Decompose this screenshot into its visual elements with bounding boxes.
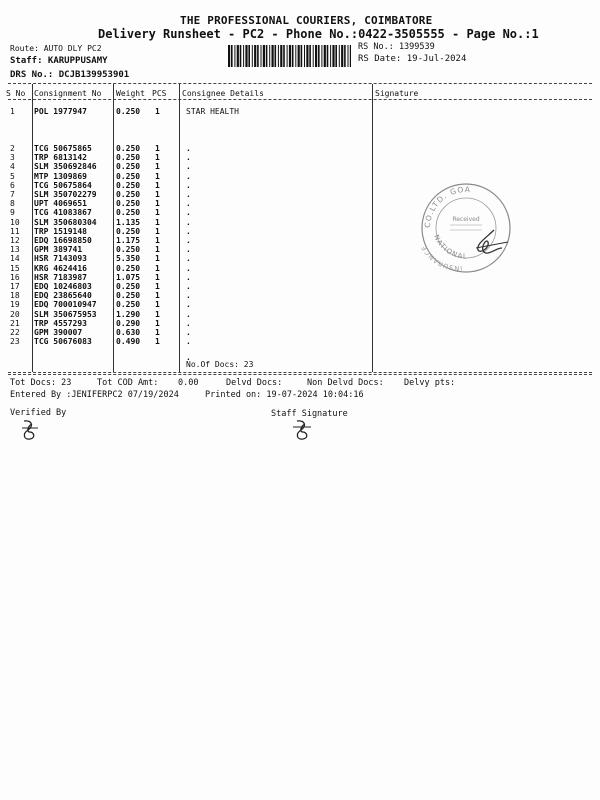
col-header-consignment: Consignment No bbox=[34, 89, 102, 98]
row-pcs: 1 bbox=[155, 180, 160, 190]
row-consignment-no: GPM 389741 bbox=[34, 245, 83, 255]
entered-by: Entered By :JENIFERPC2 07/19/2024 bbox=[10, 390, 179, 400]
row-pcs: 1 bbox=[155, 263, 160, 273]
row-consignment-no: TRP 1519148 bbox=[34, 226, 87, 236]
row-consignee: . bbox=[186, 300, 191, 310]
row-sno: 22 bbox=[10, 328, 20, 337]
row-pcs: 1 bbox=[155, 199, 160, 209]
drs-number: DRS No.: DCJB139953901 bbox=[10, 70, 130, 80]
row-weight: 0.250 bbox=[116, 153, 141, 163]
row-consignee: . bbox=[186, 180, 191, 190]
row-consignee: . bbox=[186, 226, 191, 236]
trailing-dot: . bbox=[186, 353, 191, 362]
row-weight: 5.350 bbox=[116, 254, 141, 264]
row-consignment-no: MTP 1309869 bbox=[34, 171, 87, 181]
row-consignee: . bbox=[186, 208, 191, 218]
row-consignment-no: SLM 350702279 bbox=[34, 190, 97, 199]
row-weight: 0.250 bbox=[116, 190, 141, 199]
row-consignee: . bbox=[186, 162, 191, 172]
total-docs: Tot Docs: 23 bbox=[10, 378, 72, 388]
col-divider bbox=[113, 84, 114, 372]
row-consignment-no: HSR 7143093 bbox=[34, 254, 87, 264]
row-weight: 0.250 bbox=[116, 291, 141, 301]
col-header-consignee: Consignee Details bbox=[182, 89, 264, 98]
row-sno: 5 bbox=[10, 171, 15, 181]
row-pcs: 1 bbox=[155, 309, 160, 319]
row-weight: 0.250 bbox=[116, 171, 141, 181]
row-consignment-no: TRP 6813142 bbox=[34, 153, 87, 163]
row-consignment-no: EDQ 10246803 bbox=[34, 282, 92, 291]
stamp-center-text: Received bbox=[452, 216, 480, 223]
row-consignee: . bbox=[186, 282, 191, 291]
row-pcs: 1 bbox=[155, 328, 160, 337]
row-sno: 21 bbox=[10, 318, 20, 328]
row-weight: 1.075 bbox=[116, 272, 141, 282]
row-sno: 12 bbox=[10, 236, 20, 245]
row-sno: 18 bbox=[10, 291, 20, 301]
row-weight: 0.250 bbox=[116, 199, 141, 209]
col-header-sno: S No bbox=[6, 89, 26, 98]
staff-label: Staff: KARUPPUSAMY bbox=[10, 56, 108, 66]
no-of-docs: No.Of Docs: 23 bbox=[186, 360, 254, 369]
row-pcs: 1 bbox=[155, 272, 160, 282]
table-bottom-rule bbox=[8, 372, 592, 373]
row-consignment-no: HSR 7183987 bbox=[34, 272, 87, 282]
row-consignment-no: POL 1977947 bbox=[34, 107, 87, 116]
row-sno: 9 bbox=[10, 208, 15, 218]
total-cod-value: 0.00 bbox=[178, 378, 199, 388]
col-divider bbox=[179, 84, 180, 372]
row-sno: 8 bbox=[10, 199, 15, 209]
row-consignee: . bbox=[186, 171, 191, 181]
row-consignee: . bbox=[186, 337, 191, 347]
row-pcs: 1 bbox=[155, 171, 160, 181]
row-consignee: . bbox=[186, 153, 191, 163]
row-pcs: 1 bbox=[155, 318, 160, 328]
row-pcs: 1 bbox=[155, 107, 160, 116]
staff-signature bbox=[289, 418, 315, 442]
row-consignee: STAR HEALTH bbox=[186, 107, 239, 116]
row-weight: 0.250 bbox=[116, 245, 141, 255]
row-weight: 1.175 bbox=[116, 236, 141, 245]
row-consignee: . bbox=[186, 272, 191, 282]
row-consignee: . bbox=[186, 199, 191, 209]
col-divider bbox=[372, 84, 373, 372]
route-label: Route: AUTO DLY PC2 bbox=[10, 44, 102, 53]
row-consignee: . bbox=[186, 217, 191, 227]
row-pcs: 1 bbox=[155, 337, 160, 347]
table-header-rule bbox=[8, 99, 592, 100]
row-sno: 11 bbox=[10, 226, 20, 236]
footer-rule bbox=[8, 374, 592, 375]
row-weight: 1.135 bbox=[116, 217, 141, 227]
row-consignment-no: SLM 350692846 bbox=[34, 162, 97, 172]
row-consignee: . bbox=[186, 254, 191, 264]
row-sno: 23 bbox=[10, 337, 20, 347]
row-sno: 1 bbox=[10, 107, 15, 116]
delivery-points: Delvy pts: bbox=[404, 378, 456, 388]
row-consignment-no: GPM 390007 bbox=[34, 328, 83, 337]
row-sno: 16 bbox=[10, 272, 20, 282]
row-weight: 0.250 bbox=[116, 226, 141, 236]
col-divider bbox=[32, 84, 33, 372]
row-consignee: . bbox=[186, 291, 191, 301]
row-pcs: 1 bbox=[155, 190, 160, 199]
row-pcs: 1 bbox=[155, 245, 160, 255]
row-consignee: . bbox=[186, 263, 191, 273]
row-weight: 0.290 bbox=[116, 318, 141, 328]
row-sno: 13 bbox=[10, 245, 20, 255]
row-sno: 19 bbox=[10, 300, 20, 310]
row-consignee: . bbox=[186, 318, 191, 328]
row-pcs: 1 bbox=[155, 236, 160, 245]
row-sno: 20 bbox=[10, 309, 20, 319]
col-header-pcs: PCS bbox=[152, 89, 167, 98]
row-sno: 4 bbox=[10, 162, 15, 172]
row-weight: 0.250 bbox=[116, 300, 141, 310]
row-consignee: . bbox=[186, 328, 191, 337]
row-consignment-no: EDQ 700010947 bbox=[34, 300, 97, 310]
company-stamp bbox=[416, 178, 516, 278]
row-consignment-no: TRP 4557293 bbox=[34, 318, 87, 328]
row-sno: 7 bbox=[10, 190, 15, 199]
row-pcs: 1 bbox=[155, 162, 160, 172]
barcode bbox=[228, 45, 351, 67]
verified-by-label: Verified By bbox=[10, 408, 67, 418]
row-weight: 1.290 bbox=[116, 309, 141, 319]
stamp-side-text: INSURANCE bbox=[419, 243, 463, 273]
delivered-docs: Delvd Docs: bbox=[226, 378, 283, 388]
row-weight: 0.250 bbox=[116, 263, 141, 273]
document-title: THE PROFESSIONAL COURIERS, COIMBATORE bbox=[180, 14, 433, 27]
row-pcs: 1 bbox=[155, 217, 160, 227]
svg-text:NATIONAL bbox=[432, 233, 468, 260]
row-sno: 10 bbox=[10, 217, 20, 227]
row-weight: 0.250 bbox=[116, 107, 141, 116]
row-sno: 2 bbox=[10, 144, 15, 153]
row-pcs: 1 bbox=[155, 208, 160, 218]
row-pcs: 1 bbox=[155, 282, 160, 291]
staff-signature-label: Staff Signature bbox=[271, 409, 348, 419]
row-consignment-no: TCG 50675865 bbox=[34, 144, 92, 153]
total-cod-label: Tot COD Amt: bbox=[97, 378, 159, 388]
row-consignment-no: TCG 50675864 bbox=[34, 180, 92, 190]
row-sno: 6 bbox=[10, 180, 15, 190]
table-top-rule bbox=[8, 83, 592, 84]
row-weight: 0.250 bbox=[116, 282, 141, 291]
row-consignee: . bbox=[186, 144, 191, 153]
row-sno: 3 bbox=[10, 153, 15, 163]
row-weight: 0.490 bbox=[116, 337, 141, 347]
row-consignment-no: TCG 41083867 bbox=[34, 208, 92, 218]
rs-number: RS No.: 1399539 bbox=[358, 42, 435, 52]
row-sno: 15 bbox=[10, 263, 20, 273]
row-consignment-no: EDQ 16698850 bbox=[34, 236, 92, 245]
row-consignee: . bbox=[186, 236, 191, 245]
row-consignee: . bbox=[186, 245, 191, 255]
row-weight: 0.250 bbox=[116, 180, 141, 190]
row-weight: 0.630 bbox=[116, 328, 141, 337]
row-consignment-no: EDQ 23865640 bbox=[34, 291, 92, 301]
stamp-bottom-text: NATIONAL bbox=[432, 233, 468, 261]
row-pcs: 1 bbox=[155, 300, 160, 310]
row-consignment-no: SLM 350680304 bbox=[34, 217, 97, 227]
row-pcs: 1 bbox=[155, 153, 160, 163]
row-pcs: 1 bbox=[155, 144, 160, 153]
printed-on: Printed on: 19-07-2024 10:04:16 bbox=[205, 390, 364, 400]
col-header-weight: Weight bbox=[116, 89, 145, 98]
row-sno: 14 bbox=[10, 254, 20, 264]
row-weight: 0.250 bbox=[116, 162, 141, 172]
verifier-signature bbox=[18, 418, 44, 442]
row-consignee: . bbox=[186, 309, 191, 319]
row-pcs: 1 bbox=[155, 226, 160, 236]
row-consignment-no: KRG 4624416 bbox=[34, 263, 87, 273]
stamp-top-text: CO.LTD. GOA bbox=[422, 184, 472, 229]
non-delivered-docs: Non Delvd Docs: bbox=[307, 378, 384, 388]
row-consignment-no: UPT 4069651 bbox=[34, 199, 87, 209]
row-weight: 0.250 bbox=[116, 144, 141, 153]
row-consignment-no: SLM 350675953 bbox=[34, 309, 97, 319]
row-consignment-no: TCG 50676083 bbox=[34, 337, 92, 347]
rs-date: RS Date: 19-Jul-2024 bbox=[358, 54, 467, 64]
runsheet-subtitle: Delivery Runsheet - PC2 - Phone No.:0422-3505555 - Page No.:1 bbox=[98, 27, 539, 41]
row-sno: 17 bbox=[10, 282, 20, 291]
row-weight: 0.250 bbox=[116, 208, 141, 218]
row-pcs: 1 bbox=[155, 254, 160, 264]
row-consignee: . bbox=[186, 190, 191, 199]
row-pcs: 1 bbox=[155, 291, 160, 301]
col-header-signature: Signature bbox=[375, 89, 419, 98]
